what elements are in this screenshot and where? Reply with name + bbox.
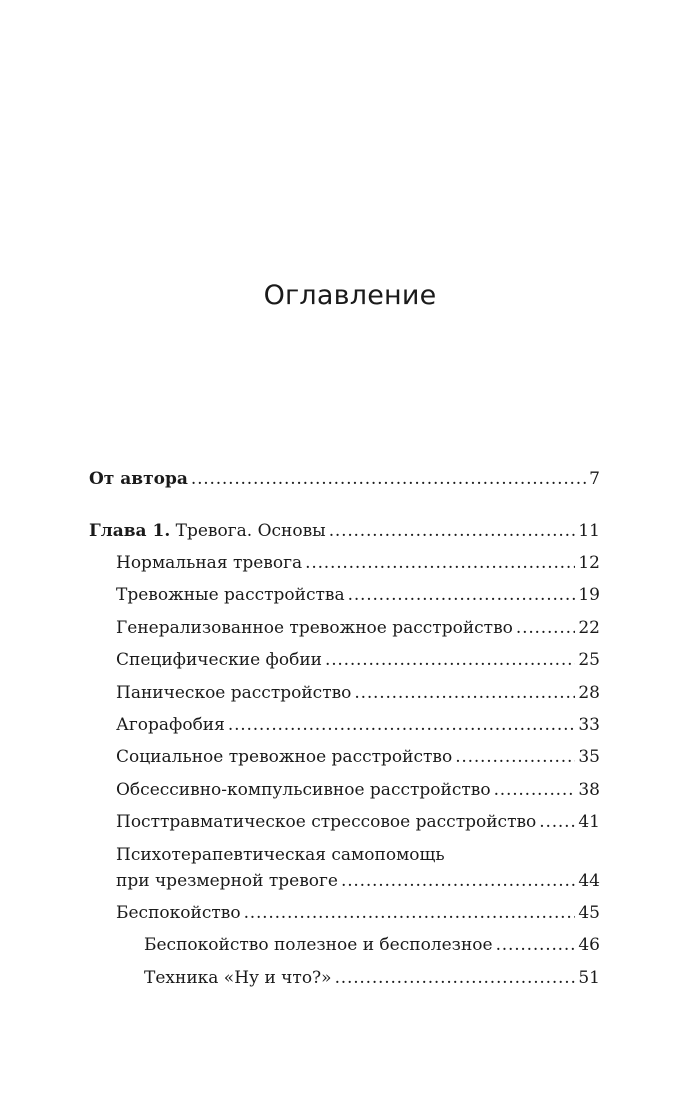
toc-entry-title-line2: при чрезмерной тревоге [116,870,338,891]
toc-page-number: 51 [578,967,600,988]
toc-entry-title: Обсессивно-компульсивное расстройство [116,779,491,800]
toc-entry[interactable] [89,777,600,803]
dot-leader [244,900,576,926]
toc-page-number: 45 [578,902,600,923]
toc-entry[interactable] [89,712,600,738]
toc-page-number: 22 [578,617,600,638]
dot-leader [348,582,576,608]
toc-entry-title: Агорафобия [116,714,225,735]
toc-entry-foreword[interactable] [89,466,600,492]
dot-leader [516,615,575,641]
toc-page-number: 41 [578,812,600,833]
dot-leader [325,647,575,673]
toc-page-number: 38 [578,779,600,800]
dot-leader [305,550,575,576]
toc-entry-selfhelp[interactable] [89,842,600,894]
toc-subentry[interactable] [89,965,600,991]
toc-page-number: 33 [578,714,600,735]
toc-page-number: 11 [578,521,600,541]
toc-entry-title: Генерализованное тревожное расстройство [116,617,513,638]
toc-page-number: 35 [578,747,600,768]
toc-entry-title: Паническое расстройство [116,682,352,703]
toc-entry-title: Посттравматическое стрессовое расстройство [116,812,537,833]
dot-leader [494,777,576,803]
toc-page-number: 7 [589,469,600,489]
toc-entry-title: Специфические фобии [116,650,322,671]
toc-page-number: 19 [578,585,600,606]
toc-page-number: 28 [578,682,600,703]
toc-subentry[interactable] [89,932,600,958]
toc-entry[interactable] [89,744,600,770]
toc-page-number: 25 [578,650,600,671]
toc-entry-chapter-1[interactable] [89,518,600,544]
dot-leader [455,744,575,770]
toc-entry-title: Социальное тревожное расстройство [116,747,453,768]
toc-entry-worry[interactable] [89,900,600,926]
toc-entry[interactable] [89,809,600,835]
dot-leader [335,965,576,991]
toc-entry[interactable] [89,550,600,576]
toc-foreword-title: От автора [89,469,188,489]
toc-entry-title: Беспокойство [116,902,241,923]
toc-entry-title: Техника «Ну и что?» [144,967,332,988]
dot-leader [191,466,586,492]
dot-leader [539,809,575,835]
toc-entry[interactable] [89,582,600,608]
toc-entry-title: Беспокойство полезное и бесполезное [144,935,493,956]
dot-leader [228,712,575,738]
toc-page-number: 46 [578,935,600,956]
dot-leader [354,680,575,706]
dot-leader [341,868,575,894]
toc-entry[interactable] [89,647,600,673]
toc-chapter-title: Тревога. Основы [175,521,326,541]
toc-entry-title: Тревожные расстройства [116,585,345,606]
table-of-contents [89,466,600,997]
page-title: Оглавление [263,280,437,311]
toc-entry[interactable] [89,615,600,641]
toc-entry-title: Нормальная тревога [116,553,303,573]
toc-page-number: 12 [578,553,600,573]
toc-chapter-label: Глава 1. [89,521,171,541]
toc-entry[interactable] [89,680,600,706]
toc-entry-title-line1: Психотерапевтическая самопомощь [116,844,445,865]
dot-leader [496,932,576,958]
toc-page-number: 44 [578,870,600,891]
dot-leader [329,518,576,544]
